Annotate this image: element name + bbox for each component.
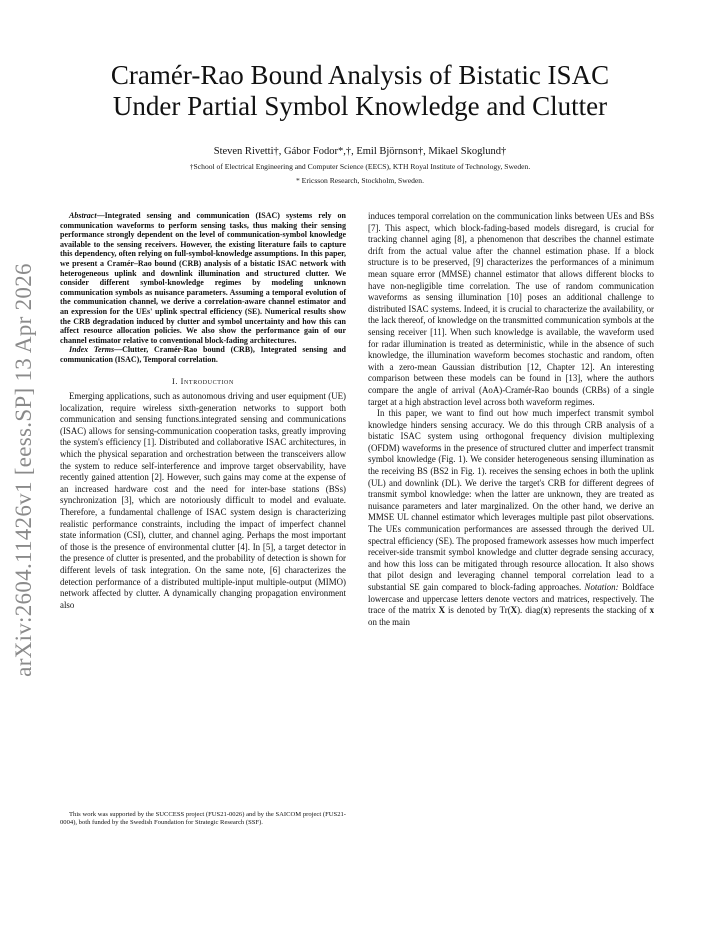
footnote-text: This work was supported by the SUCCESS project (FUS21-0026) and by the SAICOM project (FUS21-0004), both funded by the Swedish Foundation for Strategic Research (SSF). bbox=[60, 811, 346, 826]
notation-label: Notation: bbox=[584, 582, 619, 592]
intro-paragraph-3 bbox=[368, 408, 654, 628]
index-terms-text: —Clutter, Cramér-Rao bound (CRB), Integrated sensing and communication (ISAC), Temporal correlation. bbox=[60, 345, 347, 364]
matrix-symbol: X bbox=[438, 605, 445, 616]
abstract-text: —Integrated sensing and communication (ISAC) systems rely on communication waveforms to perform sensing tasks, thus making their sensing performance strongly dependent on the level of communication-symbol knowledge available to the sensing receivers. However, the existing literature fails to capture this dependency, often relying on full-symbol-knowledge assumptions. In this paper, we present a Cramér–Rao bound (CRB) analysis of a bistatic ISAC network with heterogeneous uplink and downlink illumination and structured clutter. We consider different symbol-knowledge regimes by modeling unknown communication symbols as nuisance parameters. Assuming a temporal evolution of the communication channel, we derive a correlation-aware channel estimator and an expression for the UEs' uplink spectral efficiency (SE). Numerical results show the CRB degradation induced by clutter and symbol uncertainty and how this can affect resource allocation policies. We also show the performance gain of our channel estimator relative to conventional block-fading architectures. bbox=[60, 211, 346, 345]
abstract bbox=[60, 211, 346, 345]
arxiv-watermark bbox=[2, 240, 46, 700]
paper-title bbox=[60, 60, 660, 122]
affiliation-kth: †School of Electrical Engineering and Computer Science (EECS), KTH Royal Institute of Technology, Sweden. bbox=[189, 162, 531, 171]
vector-symbol: x bbox=[649, 605, 654, 616]
trace-matrix-symbol: X bbox=[510, 605, 518, 616]
contribution-text: In this paper, we want to find out how much imperfect transmit symbol knowledge hinders sensing accuracy. We do this through CRB analysis of a bistatic ISAC system using orthogonal frequency division multiplexing (OFDM) waveforms in the presence of structured clutter and imperfect transmit symbol knowledge (Fig. 1). We consider heterogeneous sensing illumination as the receiving BS (BS2 in Fig. 1). receives the sensing echoes in both the uplink (UL) and downlink (DL). We derive the target's CRB for different degrees of transmit symbol knowledge: when the latter are unknown, they are treated as nuisance parameters and later marginalized. On the other hand, we derive an MMSE UL channel estimator which leverages multiple past pilot observations. The UEs communication performances are assessed through the derived UL spectral efficiency (SE). The proposed framework assesses how much imperfect receiver-side transmit symbol knowledge and clutter degrade sensing accuracy, and how this loss can be mitigated through resource allocation. It also shows that pilot design and leveraging channel temporal correlation lead to a substantial SE gain compared to block-fading approaches. bbox=[368, 408, 654, 592]
index-terms-label: Index Terms bbox=[69, 345, 115, 355]
trace-close: ). bbox=[517, 605, 523, 616]
intro-paragraph-1: Emerging applications, such as autonomous driving and user equipment (UE) localization, require wireless sixth-generation networks to support both communication and sensing functions.integrated sensing and communications (ISAC) allows for sensing-communication cooperation tasks, greatly improving the system's efficiency [1]. Distributed and collaborative ISAC architectures, in which the physical separation and orchestration between the transceivers allow the system to reduce self-interference and improve target observability, have recently gained attention [2]. However, such gains may come at the expense of an increased hardware cost and the need for inter-base stations (BSs) synchronization [3], which are notoriously difficult to model and evaluate. Therefore, a fundamental challenge of ISAC system design is characterizing realistic performance constraints, including the impact of imperfect channel state information (CSI), clutter, and channel aging. Perhaps the most important of those is the presence of environmental clutter [4]. In [5], a target detector in the presence of clutter is presented, and the probability of detection is shown for different levels of task integration. On the same note, [6] characterizes the detection performance of a distributed multiple-input multiple-output (MIMO) network affected by clutter. A dynamically changing propagation environment also bbox=[60, 391, 346, 610]
notation-text-4: on the main bbox=[368, 616, 410, 627]
affiliation-ericsson: * Ericsson Research, Stockholm, Sweden. bbox=[295, 176, 424, 185]
diag-vector-symbol: x bbox=[543, 605, 548, 616]
left-column bbox=[60, 211, 346, 611]
notation-text-3: ) represents the stacking of bbox=[547, 605, 650, 616]
right-column bbox=[368, 211, 654, 628]
abstract-label: Abstract bbox=[69, 211, 97, 220]
notation-text-2: is denoted by bbox=[444, 605, 500, 616]
arxiv-id: arXiv:2604.11426v1 [eess.SP] 13 Apr 2026 bbox=[11, 263, 36, 677]
trace-open: Tr( bbox=[499, 605, 511, 616]
section-heading-introduction: I. Introduction bbox=[172, 376, 234, 386]
diag-open: diag( bbox=[522, 605, 544, 616]
title-line-2: Under Partial Symbol Knowledge and Clutter bbox=[112, 91, 608, 121]
funding-footnote bbox=[60, 811, 346, 827]
title-line-1: Cramér-Rao Bound Analysis of Bistatic ISAC bbox=[110, 60, 610, 90]
index-terms bbox=[60, 345, 346, 364]
intro-paragraph-2: induces temporal correlation on the communication links between UEs and BSs [7]. This aspect, which block-fading-based models disregard, is crucial for tracking channel aging [8], a phenomenon that describes the channel estimate drift from the actual value after the channel estimation phase. If a block structure is to be preserved, [9] characterizes the performances of a minimum mean square error (MMSE) channel estimator that allows different blocks to have non-negligible time correlation. The use of random communication waveforms as sensing illumination [10] poses an additional challenge to distributed ISAC systems. Indeed, it is crucial to characterize the availability, or the lack thereof, of knowledge on the transmitted communication symbols at the sensing receiver [11]. When such knowledge is available, the waveform used for radar illumination is treated as deterministic, while in the absence of such knowledge, the illumination waveform becomes stochastic and random, often with a zero-mean Gaussian distribution [12, Chapter 12]. An interesting comparison between these models can be found in [13], where the authors compare the angle of arrival (AoA)-Cramér-Rao bounds (CRBs) of a single target at a high abstraction level across both waveform regimes. bbox=[368, 211, 654, 407]
author-list: Steven Rivetti†, Gábor Fodor*,†, Emil Björnson†, Mikael Skoglund† bbox=[213, 146, 507, 157]
notation-text-1: Boldface lowercase and uppercase letters denote vectors and matrices, respectively. The trace of the matrix bbox=[368, 582, 654, 616]
